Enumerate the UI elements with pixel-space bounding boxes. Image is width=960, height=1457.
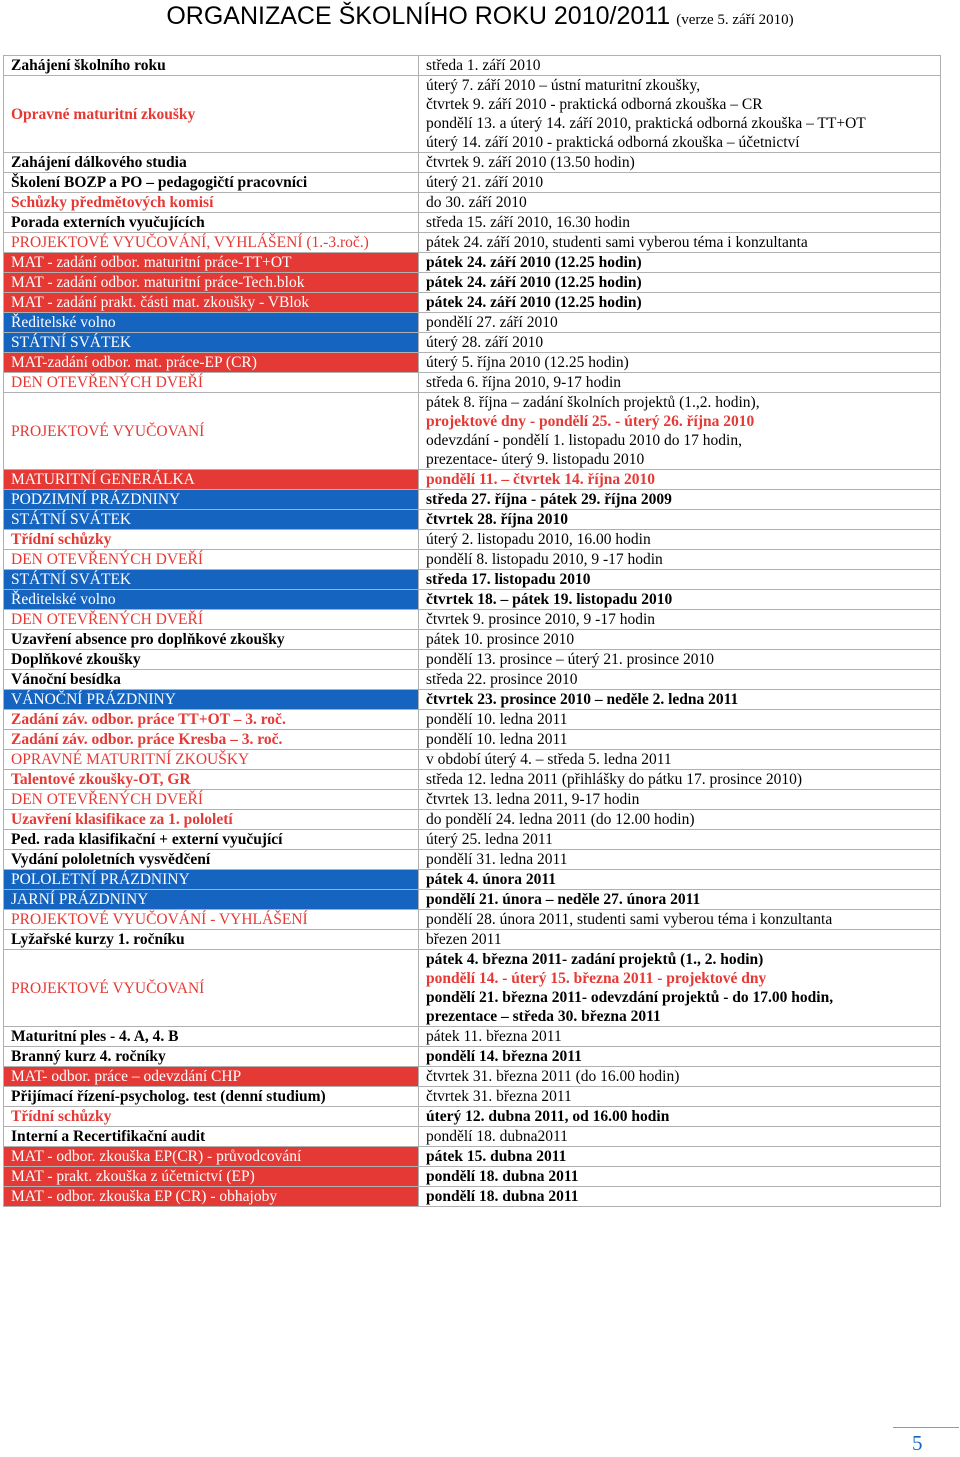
- event-date-cell: [419, 253, 941, 273]
- table-row: [4, 910, 941, 930]
- event-date-line: středa 22. prosince 2010: [426, 671, 578, 688]
- event-date-cell: [419, 550, 941, 570]
- event-date-cell: [419, 510, 941, 530]
- table-row: [4, 530, 941, 550]
- event-date-line: pátek 8. října – zadání školních projektů (1.,2. hodin),: [426, 394, 760, 411]
- event-date-cell: [419, 1127, 941, 1147]
- table-row: [4, 610, 941, 630]
- event-date-cell: [419, 790, 941, 810]
- event-date-cell: [419, 213, 941, 233]
- table-row: [4, 1107, 941, 1127]
- table-row: [4, 1127, 941, 1147]
- event-date-line: čtvrtek 18. – pátek 19. listopadu 2010: [426, 591, 673, 608]
- event-name-cell: Třídní schůzky: [4, 1107, 419, 1127]
- table-row: [4, 650, 941, 670]
- event-name-cell: MATURITNÍ GENERÁLKA: [4, 470, 419, 490]
- event-date-cell: [419, 610, 941, 630]
- table-row: [4, 850, 941, 870]
- table-row: [4, 950, 941, 1027]
- event-date-line: čtvrtek 9. září 2010 - praktická odborná zkouška – CR: [426, 96, 763, 113]
- page-title: [0, 2, 960, 31]
- table-row: [4, 353, 941, 373]
- event-date-line: pondělí 11. – čtvrtek 14. října 2010: [426, 471, 656, 488]
- event-name-cell: MAT - prakt. zkouška z účetnictví (EP): [4, 1167, 419, 1187]
- event-date-cell: [419, 1047, 941, 1067]
- event-date-line: pátek 24. září 2010 (12.25 hodin): [426, 274, 642, 291]
- event-date-line: pátek 24. září 2010 (12.25 hodin): [426, 254, 642, 271]
- table-row: [4, 750, 941, 770]
- event-date-cell: [419, 890, 941, 910]
- event-date-cell: [419, 353, 941, 373]
- event-date-line: pondělí 10. ledna 2011: [426, 711, 568, 728]
- event-name-cell: Ředitelské volno: [4, 590, 419, 610]
- event-date-line: úterý 7. září 2010 – ústní maturitní zkoušky,: [426, 77, 701, 94]
- event-name-cell: Zahájení školního roku: [4, 56, 419, 76]
- event-date-cell: [419, 1087, 941, 1107]
- event-date-line: úterý 2. listopadu 2010, 16.00 hodin: [426, 531, 651, 548]
- event-date-line: pátek 24. září 2010 (12.25 hodin): [426, 294, 642, 311]
- table-row: [4, 333, 941, 353]
- event-date-cell: [419, 690, 941, 710]
- document-version: (verze 5. září 2010): [676, 12, 794, 28]
- event-name-cell: Zadání záv. odbor. práce Kresba – 3. roč.: [4, 730, 419, 750]
- event-date-cell: [419, 333, 941, 353]
- event-date-line: úterý 28. září 2010: [426, 334, 544, 351]
- event-date-cell: [419, 870, 941, 890]
- table-row: [4, 930, 941, 950]
- event-date-line: čtvrtek 23. prosince 2010 – neděle 2. ledna 2011: [426, 691, 739, 708]
- footer-divider: [893, 1427, 959, 1428]
- event-date-line: středa 27. října - pátek 29. října 2009: [426, 491, 672, 508]
- event-date-cell: [419, 1187, 941, 1207]
- event-date-cell: [419, 56, 941, 76]
- schedule-table-body: [4, 56, 941, 1207]
- event-date-line: čtvrtek 31. března 2011: [426, 1088, 572, 1105]
- page-number: 5: [912, 1431, 923, 1455]
- event-name-cell: Přijímací řízení-psycholog. test (denní studium): [4, 1087, 419, 1107]
- event-date-line: pondělí 18. dubna2011: [426, 1128, 568, 1145]
- event-date-cell: [419, 173, 941, 193]
- table-row: [4, 710, 941, 730]
- table-row: [4, 76, 941, 153]
- event-name-cell: Ped. rada klasifikační + externí vyučující: [4, 830, 419, 850]
- event-name-cell: Doplňkové zkoušky: [4, 650, 419, 670]
- event-date-line: pondělí 27. září 2010: [426, 314, 558, 331]
- event-date-line: pondělí 21. března 2011- odevzdání projektů - do 17.00 hodin,: [426, 989, 834, 1006]
- event-name-cell: MAT-zadání odbor. mat. práce-EP (CR): [4, 353, 419, 373]
- event-date-line: pondělí 10. ledna 2011: [426, 731, 568, 748]
- event-date-line: do pondělí 24. ledna 2011 (do 12.00 hodin): [426, 811, 695, 828]
- event-date-line: čtvrtek 28. října 2010: [426, 511, 569, 528]
- event-name-cell: Školení BOZP a PO – pedagogičtí pracovníci: [4, 173, 419, 193]
- event-date-cell: [419, 1107, 941, 1127]
- event-date-cell: [419, 293, 941, 313]
- event-date-line: čtvrtek 13. ledna 2011, 9-17 hodin: [426, 791, 640, 808]
- event-name-cell: Opravné maturitní zkoušky: [4, 76, 419, 153]
- event-date-cell: [419, 1147, 941, 1167]
- event-name-cell: PROJEKTOVÉ VYUČOVANÍ: [4, 393, 419, 470]
- table-row: [4, 790, 941, 810]
- event-date-cell: [419, 76, 941, 153]
- event-date-line: pátek 24. září 2010, studenti sami vyberou téma i konzultanta: [426, 234, 808, 251]
- event-name-cell: Zadání záv. odbor. práce TT+OT – 3. roč.: [4, 710, 419, 730]
- event-date-line: prezentace- úterý 9. listopadu 2010: [426, 451, 645, 468]
- event-date-line: pátek 10. prosince 2010: [426, 631, 575, 648]
- table-row: [4, 1147, 941, 1167]
- table-row: [4, 293, 941, 313]
- event-date-cell: [419, 1027, 941, 1047]
- table-row: [4, 770, 941, 790]
- event-date-line: prezentace – středa 30. března 2011: [426, 1008, 661, 1025]
- event-date-line: pondělí 18. dubna 2011: [426, 1168, 579, 1185]
- event-name-cell: STÁTNÍ SVÁTEK: [4, 333, 419, 353]
- event-date-line: pondělí 21. února – neděle 27. února 2011: [426, 891, 701, 908]
- event-date-line: úterý 25. ledna 2011: [426, 831, 553, 848]
- event-date-line: středa 15. září 2010, 16.30 hodin: [426, 214, 631, 231]
- event-name-cell: MAT - zadání prakt. části mat. zkoušky - VBlok: [4, 293, 419, 313]
- table-row: [4, 550, 941, 570]
- table-row: [4, 1027, 941, 1047]
- event-date-cell: [419, 193, 941, 213]
- table-row: [4, 213, 941, 233]
- table-row: [4, 1187, 941, 1207]
- event-date-line: pondělí 28. února 2011, studenti sami vyberou téma i konzultanta: [426, 911, 833, 928]
- event-date-line: pondělí 13. a úterý 14. září 2010, praktická odborná zkouška – TT+OT: [426, 115, 866, 132]
- event-date-line: březen 2011: [426, 931, 502, 948]
- table-row: [4, 373, 941, 393]
- event-date-cell: [419, 710, 941, 730]
- event-date-cell: [419, 670, 941, 690]
- event-date-line: projektové dny - pondělí 25. - úterý 26. října 2010: [426, 413, 755, 430]
- event-date-line: úterý 14. září 2010 - praktická odborná zkouška – účetnictví: [426, 134, 800, 151]
- event-date-line: středa 17. listopadu 2010: [426, 571, 591, 588]
- event-name-cell: Uzavření klasifikace za 1. pololetí: [4, 810, 419, 830]
- table-row: [4, 870, 941, 890]
- event-name-cell: Vánoční besídka: [4, 670, 419, 690]
- event-name-cell: Schůzky předmětových komisí: [4, 193, 419, 213]
- table-row: [4, 393, 941, 470]
- event-date-cell: [419, 470, 941, 490]
- event-name-cell: MAT- odbor. práce – odevzdání CHP: [4, 1067, 419, 1087]
- event-date-cell: [419, 730, 941, 750]
- event-name-cell: Ředitelské volno: [4, 313, 419, 333]
- event-name-cell: PODZIMNÍ PRÁZDNINY: [4, 490, 419, 510]
- event-date-cell: [419, 490, 941, 510]
- event-name-cell: Talentové zkoušky-OT, GR: [4, 770, 419, 790]
- event-name-cell: JARNÍ PRÁZDNINY: [4, 890, 419, 910]
- event-date-line: středa 12. ledna 2011 (přihlášky do pátku 17. prosince 2010): [426, 771, 803, 788]
- event-name-cell: MAT - odbor. zkouška EP (CR) - obhajoby: [4, 1187, 419, 1207]
- schedule-table: [3, 55, 941, 1207]
- event-date-cell: [419, 373, 941, 393]
- event-name-cell: VÁNOČNÍ PRÁZDNINY: [4, 690, 419, 710]
- event-name-cell: DEN OTEVŘENÝCH DVEŘÍ: [4, 550, 419, 570]
- table-row: [4, 690, 941, 710]
- event-date-line: pondělí 31. ledna 2011: [426, 851, 568, 868]
- event-name-cell: PROJEKTOVÉ VYUČOVANÍ: [4, 950, 419, 1027]
- table-row: [4, 490, 941, 510]
- table-row: [4, 730, 941, 750]
- event-name-cell: STÁTNÍ SVÁTEK: [4, 570, 419, 590]
- event-date-line: v období úterý 4. – středa 5. ledna 2011: [426, 751, 672, 768]
- event-date-line: úterý 5. října 2010 (12.25 hodin): [426, 354, 629, 371]
- event-date-cell: [419, 630, 941, 650]
- table-row: [4, 510, 941, 530]
- event-name-cell: DEN OTEVŘENÝCH DVEŘÍ: [4, 610, 419, 630]
- event-name-cell: STÁTNÍ SVÁTEK: [4, 510, 419, 530]
- event-date-line: do 30. září 2010: [426, 194, 527, 211]
- event-date-cell: [419, 313, 941, 333]
- table-row: [4, 1167, 941, 1187]
- event-name-cell: Porada externích vyučujících: [4, 213, 419, 233]
- event-date-line: středa 6. října 2010, 9-17 hodin: [426, 374, 622, 391]
- event-date-line: čtvrtek 31. března 2011 (do 16.00 hodin): [426, 1068, 680, 1085]
- table-row: [4, 313, 941, 333]
- document-title: ORGANIZACE ŠKOLNÍHO ROKU 2010/2011: [166, 2, 671, 30]
- table-row: [4, 253, 941, 273]
- event-name-cell: PROJEKTOVÉ VYUČOVÁNÍ, VYHLÁŠENÍ (1.-3.roč.): [4, 233, 419, 253]
- table-row: [4, 233, 941, 253]
- event-name-cell: Lyžařské kurzy 1. ročníku: [4, 930, 419, 950]
- event-date-line: pátek 11. března 2011: [426, 1028, 562, 1045]
- event-name-cell: MAT - zadání odbor. maturitní práce-Tech.blok: [4, 273, 419, 293]
- event-name-cell: DEN OTEVŘENÝCH DVEŘÍ: [4, 790, 419, 810]
- event-date-cell: [419, 910, 941, 930]
- event-name-cell: DEN OTEVŘENÝCH DVEŘÍ: [4, 373, 419, 393]
- event-date-line: úterý 12. dubna 2011, od 16.00 hodin: [426, 1108, 670, 1125]
- event-date-cell: [419, 570, 941, 590]
- table-row: [4, 153, 941, 173]
- event-date-cell: [419, 233, 941, 253]
- event-name-cell: POLOLETNÍ PRÁZDNINY: [4, 870, 419, 890]
- event-name-cell: OPRAVNÉ MATURITNÍ ZKOUŠKY: [4, 750, 419, 770]
- table-row: [4, 810, 941, 830]
- table-row: [4, 670, 941, 690]
- table-row: [4, 173, 941, 193]
- table-row: [4, 890, 941, 910]
- event-date-cell: [419, 810, 941, 830]
- table-row: [4, 273, 941, 293]
- event-name-cell: PROJEKTOVÉ VYUČOVÁNÍ - VYHLÁŠENÍ: [4, 910, 419, 930]
- event-date-line: pátek 4. února 2011: [426, 871, 557, 888]
- event-name-cell: Maturitní ples - 4. A, 4. B: [4, 1027, 419, 1047]
- table-row: [4, 1087, 941, 1107]
- event-date-line: pátek 15. dubna 2011: [426, 1148, 567, 1165]
- table-row: [4, 1047, 941, 1067]
- event-date-cell: [419, 950, 941, 1027]
- event-date-cell: [419, 153, 941, 173]
- event-date-cell: [419, 1067, 941, 1087]
- event-name-cell: MAT - odbor. zkouška EP(CR) - průvodcování: [4, 1147, 419, 1167]
- event-date-cell: [419, 770, 941, 790]
- event-date-line: pondělí 14. března 2011: [426, 1048, 582, 1065]
- event-date-cell: [419, 273, 941, 293]
- event-date-cell: [419, 530, 941, 550]
- event-name-cell: Uzavření absence pro doplňkové zkoušky: [4, 630, 419, 650]
- event-name-cell: Vydání pololetních vysvědčení: [4, 850, 419, 870]
- event-date-cell: [419, 650, 941, 670]
- event-date-cell: [419, 750, 941, 770]
- event-name-cell: Interní a Recertifikační audit: [4, 1127, 419, 1147]
- event-date-line: pátek 4. března 2011- zadání projektů (1., 2. hodin): [426, 951, 764, 968]
- event-date-line: pondělí 14. - úterý 15. března 2011 - projektové dny: [426, 970, 767, 987]
- table-row: [4, 470, 941, 490]
- event-date-cell: [419, 590, 941, 610]
- table-row: [4, 830, 941, 850]
- event-date-cell: [419, 393, 941, 470]
- table-row: [4, 590, 941, 610]
- event-date-line: pondělí 13. prosince – úterý 21. prosince 2010: [426, 651, 714, 668]
- event-date-cell: [419, 850, 941, 870]
- event-name-cell: Branný kurz 4. ročníky: [4, 1047, 419, 1067]
- event-date-line: čtvrtek 9. září 2010 (13.50 hodin): [426, 154, 635, 171]
- table-row: [4, 1067, 941, 1087]
- event-date-line: pondělí 8. listopadu 2010, 9 -17 hodin: [426, 551, 663, 568]
- event-date-line: úterý 21. září 2010: [426, 174, 544, 191]
- table-row: [4, 570, 941, 590]
- event-name-cell: Zahájení dálkového studia: [4, 153, 419, 173]
- event-name-cell: MAT - zadání odbor. maturitní práce-TT+OT: [4, 253, 419, 273]
- event-date-line: čtvrtek 9. prosince 2010, 9 -17 hodin: [426, 611, 656, 628]
- event-date-cell: [419, 930, 941, 950]
- table-row: [4, 630, 941, 650]
- event-date-cell: [419, 1167, 941, 1187]
- event-name-cell: Třídní schůzky: [4, 530, 419, 550]
- table-row: [4, 193, 941, 213]
- table-row: [4, 56, 941, 76]
- event-date-cell: [419, 830, 941, 850]
- event-date-line: středa 1. září 2010: [426, 57, 541, 74]
- event-date-line: pondělí 18. dubna 2011: [426, 1188, 579, 1205]
- event-date-line: odevzdání - pondělí 1. listopadu 2010 do 17 hodin,: [426, 432, 742, 449]
